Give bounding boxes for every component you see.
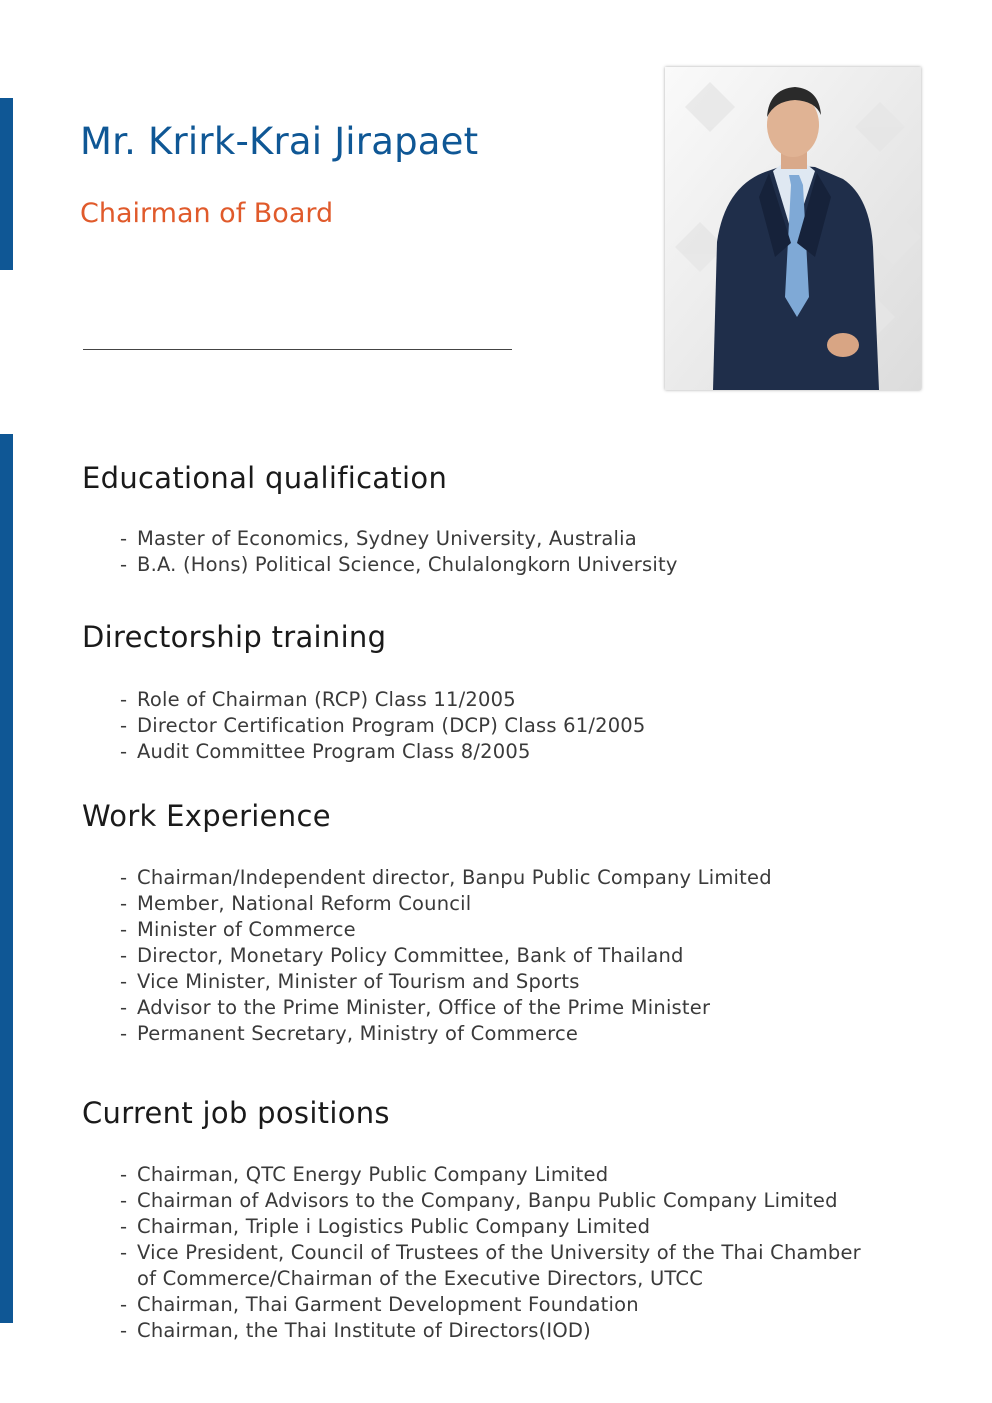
person-name: Mr. Krirk-Krai Jirapaet <box>80 120 479 163</box>
section-current-positions <box>82 1096 861 1344</box>
list-item: - B.A. (Hons) Political Science, Chulalongkorn University <box>120 553 678 576</box>
list-item: - Director Certification Program (DCP) Class 61/2005 <box>120 714 646 737</box>
accent-bar-top <box>0 98 13 270</box>
section-work-experience <box>82 799 772 1047</box>
list-item: - Vice President, Council of Trustees of the University of the Thai Chamber <box>120 1241 861 1264</box>
section-education <box>82 461 678 578</box>
list-item: - Advisor to the Prime Minister, Office of the Prime Minister <box>120 996 711 1019</box>
list-item: - Vice Minister, Minister of Tourism and Sports <box>120 970 580 993</box>
portrait-illustration <box>665 67 921 390</box>
current-list <box>82 1162 861 1344</box>
list-item: - Chairman, Thai Garment Development Foundation <box>120 1293 639 1316</box>
divider-line <box>83 349 512 350</box>
education-list <box>82 526 678 578</box>
list-item: - Chairman, the Thai Institute of Directors(IOD) <box>120 1319 591 1342</box>
list-item: - Chairman, Triple i Logistics Public Company Limited <box>120 1215 651 1238</box>
list-item: - Chairman/Independent director, Banpu Public Company Limited <box>120 866 772 889</box>
section-training <box>82 620 646 765</box>
list-item: - Chairman, QTC Energy Public Company Limited <box>120 1163 609 1186</box>
section-heading: Directorship training <box>82 620 387 654</box>
person-role: Chairman of Board <box>80 198 334 229</box>
list-item: - Director, Monetary Policy Committee, Bank of Thailand <box>120 944 684 967</box>
list-item: - Chairman of Advisors to the Company, Banpu Public Company Limited <box>120 1189 838 1212</box>
accent-bar-main <box>0 434 13 1323</box>
list-item-continuation: of Commerce/Chairman of the Executive Directors, UTCC <box>137 1267 704 1290</box>
section-heading: Educational qualification <box>82 461 448 495</box>
list-item: - Master of Economics, Sydney University, Australia <box>120 527 637 550</box>
list-item: - Audit Committee Program Class 8/2005 <box>120 740 531 763</box>
portrait-photo <box>665 67 921 390</box>
section-heading: Current job positions <box>82 1096 390 1130</box>
list-item: - Member, National Reform Council <box>120 892 472 915</box>
section-heading: Work Experience <box>82 799 331 833</box>
work-list <box>82 865 772 1047</box>
list-item: - Minister of Commerce <box>120 918 356 941</box>
training-list <box>82 687 646 765</box>
list-item: - Role of Chairman (RCP) Class 11/2005 <box>120 688 516 711</box>
list-item: - Permanent Secretary, Ministry of Commerce <box>120 1022 579 1045</box>
